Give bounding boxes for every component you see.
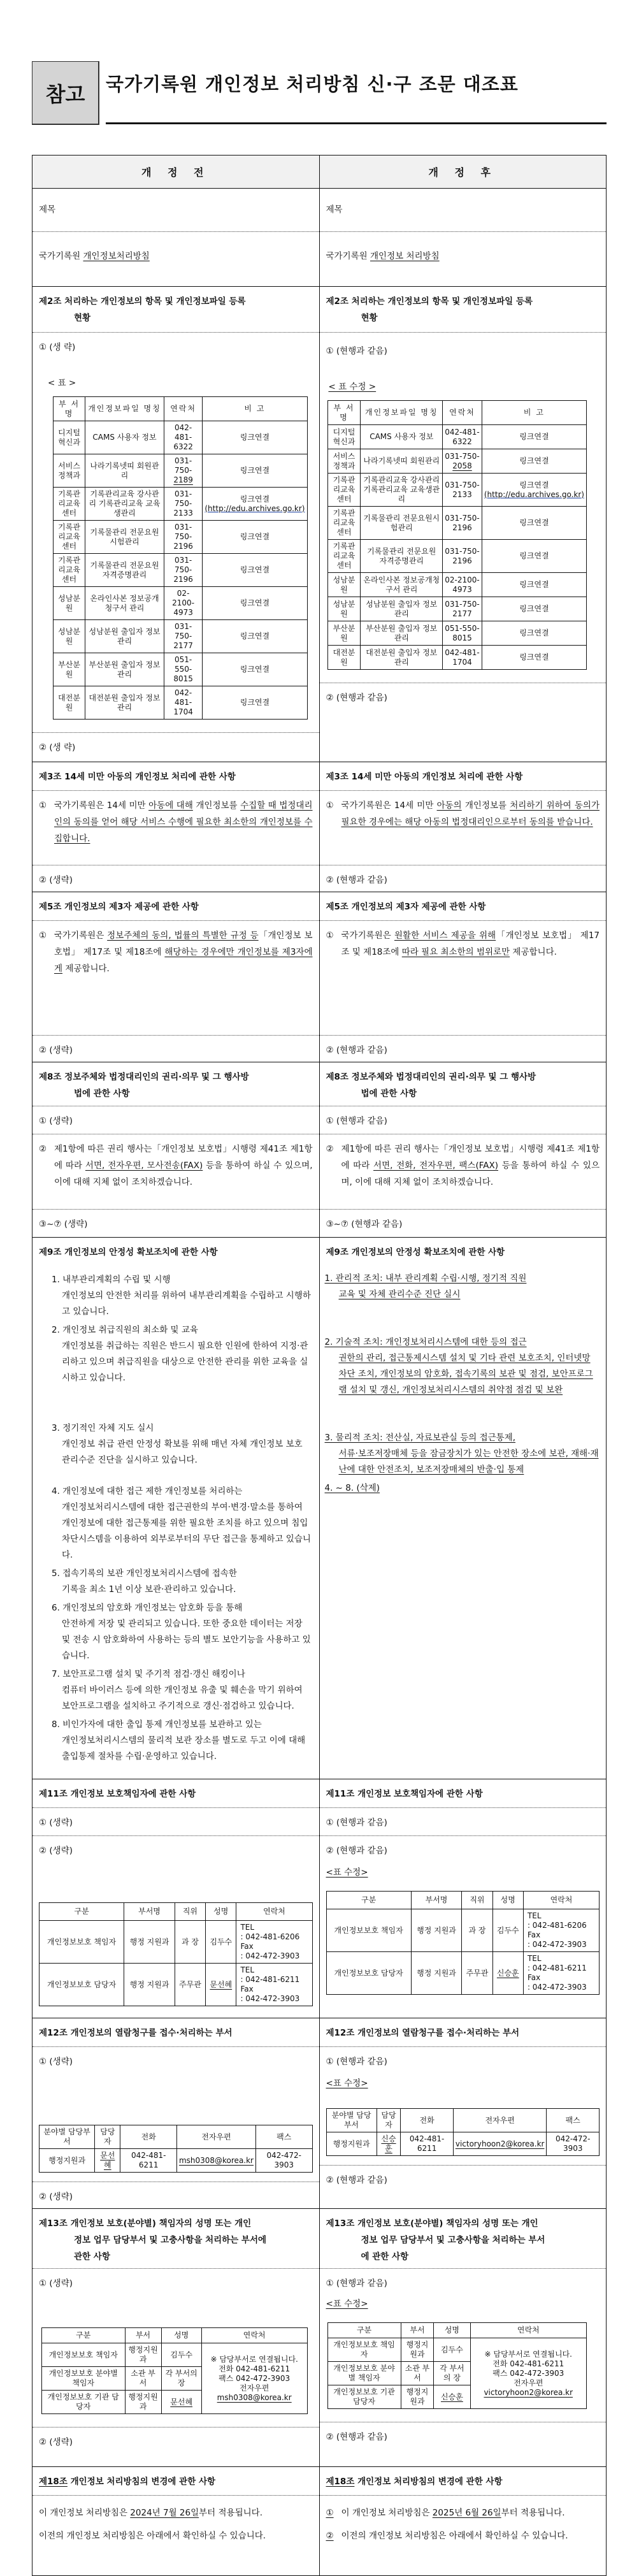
title-label: 제목 (39, 205, 56, 215)
title-after: 국가기록원 개인정보 처리방침 (320, 231, 607, 286)
file-table-before: 부 서 명 개인정보파일 명칭 연락처 비 고 디지털혁신과 CAMS 사용자 정보 042-481-6322 링크연결 서비스정책과 나라기록넷띠 회원관리 031-750-2189 링크연결 기록관리교육센터 기록관리교육 강사관리 기록관리교육 교육생관리 031-750-2133 링크연결 (http://edu.archives.go.kr) 기록관리교육센터 기록물관리 전문요원시험관리 031-750-2196 링크연결 기록관리교육센터 기록물관리 전문요원 자격증명관리 031-750-2196 링크연결 성남분원 온라인사본 정보공개청구서 관리 02-2100-4973 링크연결 성남분원 성남분원 출입자 정보관리 031-750-2177 링크연결 부산분원 부산분원 출입자 정보관리 051-550-8015 링크연결 대전분원 대전분원 출입자 정보관리 042-481-1704 링크연결 (53, 396, 308, 720)
article-12-para-2-after: ② (현행과 같음) (320, 2165, 607, 2192)
article-12-para-1-before: ① (생략) 분야별 담당부서 담당자 전화 전자우편 팩스 행정지원과 문선혜 042-481-6211 msh0308@korea.kr 042-472-3903 (32, 2046, 319, 2182)
article-11-para-1-after: ① (현행과 같음) (320, 1807, 607, 1835)
article-5-para-1-before: ① 국가기록원은 정보주체의 동의, 법률의 특별한 규정 등「개인정보 보호법」 제17조 및 제18조에 해당하는 경우에만 개인정보를 제3자에게 제공합니다. (32, 920, 319, 1035)
reference-badge: 참고 (32, 61, 99, 125)
article-12-para-2-before: ② (생략) (32, 2182, 319, 2208)
row-article-18 (32, 2467, 606, 2575)
link-cell[interactable]: 링크연결 (482, 507, 586, 540)
article-8-para-1-before: ① (생략) (32, 1106, 319, 1134)
link-cell[interactable]: 링크연결 (482, 540, 586, 573)
article-11-para-2-before: ② (생략) 구분 부서명 직위 성명 연락처 개인정보보호 책임자 행정 지원과 과 장 김두수 TEL : 042-481-6206 Fax : 042-472-3903 개인정보보호 담당자 행정 지원과 주무관 문선혜 TEL : 042-481-6211 Fax : 042-472-3903 (32, 1835, 319, 2018)
article-5-para-2-before: ② (생략) (32, 1035, 319, 1062)
email-link[interactable]: msh0308@korea.kr (176, 2149, 255, 2173)
comparison-table (32, 155, 607, 2576)
article-8-para-2-before: ② 제1항에 따른 권리 행사는「개인정보 보호법」시행령 제41조 제1항에 따라 서면, 전자우편, 모사전송(FAX) 등을 통하여 하실 수 있으며, 이에 대해 지체 없이 조치하겠습니다. (32, 1134, 319, 1209)
article-2-para-2-after: ② (현행과 같음) (320, 683, 607, 712)
article-2-para-2-before: ② (생 략) (32, 732, 319, 762)
email-link[interactable]: victoryhoon2@korea.kr (453, 2132, 547, 2156)
article-8-title: 제8조 정보주체와 법정대리인의 권리·의무 및 그 행사방 법에 관한 사항 (326, 1072, 536, 1099)
article-3-para-1-after: ① 국가기록원은 14세 미만 아동의 개인정보를 처리하기 위하여 동의가 필요한 경우에는 해당 아동의 법정대리인으로부터 동의를 받습니다. (320, 790, 607, 865)
article-11-para-1-before: ① (생략) (32, 1807, 319, 1835)
article-11-title: 제11조 개인정보 보호책임자에 관한 사항 (39, 1789, 196, 1799)
article-5-para-1-after: ① 국가기록원은 원활한 서비스 제공을 위해「개인정보 보호법」 제17조 및 제18조에 따라 필요 최소한의 범위로만 제공합니다. (320, 920, 607, 1035)
comparison-header (32, 156, 606, 189)
link-cell[interactable]: 링크연결 (http://edu.archives.go.kr) (482, 474, 586, 507)
article-13-para-2-before: ② (생략) (32, 2427, 319, 2466)
article-3-para-1-before: ① 국가기록원은 14세 미만 아동에 대해 개인정보를 수집할 때 법정대리인의 동의를 얻어 해당 서비스 수행에 필요한 최소한의 개인정보를 수집합니다. (32, 790, 319, 865)
article-5-title: 제5조 개인정보의 제3자 제공에 관한 사항 (39, 902, 199, 912)
link-cell[interactable]: 링크연결 (203, 521, 307, 554)
row-title (32, 189, 606, 287)
article-18-body-before: 이 개인정보 처리방침은 2024년 7월 26일부터 적용됩니다. 이전의 개인정보 처리방침은 아래에서 확인하실 수 있습니다. (32, 2495, 319, 2575)
link-cell[interactable]: 링크연결 (203, 686, 307, 720)
edu-archives-link[interactable]: (http://edu.archives.go.kr) (205, 503, 305, 513)
title-before: 국가기록원 개인정보처리방침 (32, 231, 319, 286)
column-after: 개 정 후 (428, 166, 497, 178)
article-13-para-1-after: ① (현행과 같음) <표 수정> 구분 부서 성명 연락처 개인정보보호 책임자 행정지원과 김두수 ※ 담당부서로 연결됩니다. 전화 042-481-6211 팩스 042-472-3903 전자우편 victoryhoon2@korea.kr 개인정보보호 분야별 책임자 소관 부서 각 부서의 장 개인정보보호 기관 담당자 행정지원과 신승훈 (320, 2268, 607, 2422)
article-18-title: 제18조 개인정보 처리방침의 변경에 관한 사항 (39, 2477, 216, 2487)
article-9-title: 제9조 개인정보의 안정성 확보조치에 관한 사항 (326, 1247, 505, 1257)
email-link[interactable]: msh0308@korea.kr (217, 2392, 292, 2402)
article-3-para-2-before: ② (생략) (32, 865, 319, 892)
email-link[interactable]: victoryhoon2@korea.kr (484, 2387, 573, 2397)
article-3-title: 제3조 14세 미만 아동의 개인정보 처리에 관한 사항 (326, 772, 523, 782)
article-3-title: 제3조 14세 미만 아동의 개인정보 처리에 관한 사항 (39, 772, 236, 782)
link-cell[interactable]: 링크연결 (482, 573, 586, 597)
link-cell[interactable]: 링크연결 (203, 620, 307, 653)
row-article-12 (32, 2018, 606, 2209)
officer-table-before: 구분 부서명 직위 성명 연락처 개인정보보호 책임자 행정 지원과 과 장 김두수 TEL : 042-481-6206 Fax : 042-472-3903 개인정보보호 담당자 행정 지원과 주무관 문선혜 TEL : 042-481-6211 Fax : 042-472-3903 (39, 1902, 313, 2006)
link-cell[interactable]: 링크연결 (203, 653, 307, 686)
article-8-para-1-after: ① (현행과 같음) (320, 1106, 607, 1134)
row-article-3 (32, 762, 606, 892)
article-8-title: 제8조 정보주체와 법정대리인의 권리·의무 및 그 행사방 법에 관한 사항 (39, 1072, 249, 1099)
article-3-para-2-after: ② (현행과 같음) (320, 865, 607, 892)
article-2-title: 제2조 처리하는 개인정보의 항목 및 개인정보파일 등록 현황 (39, 296, 246, 323)
link-cell[interactable]: 링크연결 (482, 621, 586, 646)
article-9-title: 제9조 개인정보의 안정성 확보조치에 관한 사항 (39, 1247, 218, 1257)
article-8-para-3-before: ③~⑦ (생략) (32, 1209, 319, 1237)
link-cell[interactable]: 링크연결 (482, 597, 586, 621)
grievance-table-before: 구분 부서 성명 연락처 개인정보보호 책임자 행정지원과 김두수 ※ 담당부서로 연결됩니다. 전화 042-481-6211 팩스 042-472-3903 전자우편 msh0308@korea.kr 개인정보보호 분야별 책임자 소관 부서 각 부서의 장 개인정보보호 기관 담당자 행정지원과 문선혜 (41, 2327, 308, 2414)
row-article-9 (32, 1238, 606, 1779)
article-12-para-1-after: ① (현행과 같음) <표 수정> 분야별 담당부서 담당자 전화 전자우편 팩스 행정지원과 신승훈 042-481-6211 victoryhoon2@korea.kr 042-472-3903 (320, 2046, 607, 2165)
article-13-para-2-after: ② (현행과 같음) (320, 2422, 607, 2461)
link-cell[interactable]: 링크연결 (http://edu.archives.go.kr) (203, 488, 307, 521)
article-2-para-1-after: ① (현행과 같음) < 표 수정 > 부 서 명 개인정보파일 명칭 연락처 비 고 디지털혁신과 CAMS 사용자 정보 042-481-6322 링크연결 서비스정책과 나라기록넷띠 회원관리 031-750-2058 링크연결 기록관리교육센터 기록관리교육 강사관리 기록관리교육 교육생관리 031-750-2133 링크연결 (http://edu.archives.go.kr) 기록관리교육센터 기록물관리 전문요원시험관리 031-750-2196 링크연결 기록관리교육센터 기록물관리 전문요원 자격증명관리 031-750-2196 링크연결 성남분원 온라인사본 정보공개청구서 관리 02-2100-4973 링크연결 성남분원 성남분원 출입자 정보관리 031-750-2177 링크연결 부산분원 부산분원 출입자 정보관리 051-550-8015 링크연결 대전분원 대전분원 출입자 정보관리 042-481-1704 링크연결 (320, 332, 607, 683)
access-table-before: 분야별 담당부서 담당자 전화 전자우편 팩스 행정지원과 문선혜 042-481-6211 msh0308@korea.kr 042-472-3903 (39, 2125, 313, 2173)
article-8-para-3-after: ③~⑦ (현행과 같음) (320, 1209, 607, 1237)
article-2-para-1-before: ① (생 략) < 표 > 부 서 명 개인정보파일 명칭 연락처 비 고 디지털혁신과 CAMS 사용자 정보 042-481-6322 링크연결 서비스정책과 나라기록넷띠 회원관리 031-750-2189 링크연결 기록관리교육센터 기록관리교육 강사관리 기록관리교육 교육생관리 031-750-2133 링크연결 (http://edu.archives.go.kr) 기록관리교육센터 기록물관리 전문요원시험관리 031-750-2196 링크연결 기록관리교육센터 기록물관리 전문요원 자격증명관리 031-750-2196 링크연결 성남분원 온라인사본 정보공개청구서 관리 02-2100-4973 링크연결 성남분원 성남분원 출입자 정보관리 031-750-2177 링크연결 부산분원 부산분원 출입자 정보관리 051-550-8015 링크연결 대전분원 대전분원 출입자 정보관리 042-481-1704 링크연결 (32, 332, 319, 732)
row-article-2 (32, 287, 606, 762)
edu-archives-link[interactable]: (http://edu.archives.go.kr) (484, 489, 584, 499)
article-13-title: 제13조 개인정보 보호(분야별) 책임자의 성명 또는 개인 정보 업무 담당부서 및 고충사항을 처리하는 부서에 관한 사항 (39, 2218, 267, 2262)
document-header (32, 61, 607, 125)
article-12-title: 제12조 개인정보의 열람청구를 접수·처리하는 부서 (39, 2028, 233, 2038)
article-11-title: 제11조 개인정보 보호책임자에 관한 사항 (326, 1789, 483, 1799)
article-9-list-before: 1. 내부관리계획의 수립 및 시행 개인정보의 안전한 처리를 위하여 내부관리계획을 수립하고 시행하고 있습니다. 2. 개인정보 취급직원의 최소화 및 교육 개인정보를 취급하는 직원은 반드시 필요한 인원에 한하여 지정·관리하고 있으며 취급직원을 대상으로 안전한 관리를 위한 교육을 실시하고 있습니다. 3. 정기적인 자체 지도 실시 개인정보 취급 관련 안정성 확보를 위해 매년 자체 개인정보 보호 관리수준 진단을 실시하고 있습니다. 4. 개인정보에 대한 접근 제한 개인정보를 처리하는 개인정보처리시스템에 대한 접근권한의 부여·변경·말소를 통하여 개인정보에 대한 접근통제를 위한 필요한 조치를 하고 있으며 침입차단시스템을 이용하여 외부로부터의 무단 접근을 통제하고 있습니다. 5. 접속기록의 보관 개인정보처리시스템에 접속한 기록을 최소 1년 이상 보관·관리하고 있습니다. 6. 개인정보의 암호화 개인정보는 암호화 등을 통해 안전하게 저장 및 관리되고 있습니다. 또한 중요한 데이터는 저장 및 전송 시 암호화하여 사용하는 등의 별도 보안기능을 사용하고 있습니다. 7. 보안프로그램 설치 및 주기적 점검·갱신 해킹이나 컴퓨터 바이러스 등에 의한 개인정보 유출 및 훼손을 막기 위하여 보안프로그램을 설치하고 주기적으로 갱신·점검하고 있습니다. 8. 비인가자에 대한 출입 통제 개인정보를 보관하고 있는 개인정보처리시스템의 물리적 보관 장소를 별도로 두고 이에 대해 출입통제 절차를 수립·운영하고 있습니다. (52, 1275, 311, 1762)
article-12-title: 제12조 개인정보의 열람청구를 접수·처리하는 부서 (326, 2028, 520, 2038)
title-label: 제목 (326, 205, 343, 215)
link-cell[interactable]: 링크연결 (482, 449, 586, 474)
article-18-body-after: ① 이 개인정보 처리방침은 2025년 6월 26일부터 적용됩니다. ② 이전의 개인정보 처리방침은 아래에서 확인하실 수 있습니다. (320, 2495, 607, 2575)
link-cell[interactable]: 링크연결 (203, 454, 307, 488)
link-cell[interactable]: 링크연결 (203, 587, 307, 620)
officer-table-after: 구분 부서명 직위 성명 연락처 개인정보보호 책임자 행정 지원과 과 장 김두수 TEL : 042-481-6206 Fax : 042-472-3903 개인정보보호 담당자 행정 지원과 주무관 신승훈 TEL : 042-481-6211 Fax : 042-472-3903 (326, 1891, 600, 1995)
link-cell[interactable]: 링크연결 (482, 646, 586, 670)
row-article-8 (32, 1062, 606, 1238)
row-article-5 (32, 892, 606, 1062)
link-cell[interactable]: 링크연결 (203, 421, 307, 454)
article-5-title: 제5조 개인정보의 제3자 제공에 관한 사항 (326, 902, 486, 912)
article-11-para-2-after: ② (현행과 같음) <표 수정> 구분 부서명 직위 성명 연락처 개인정보보호 책임자 행정 지원과 과 장 김두수 TEL : 042-481-6206 Fax : 042-472-3903 개인정보보호 담당자 행정 지원과 주무관 신승훈 TEL : 042-481-6211 Fax : 042-472-3903 (320, 1835, 607, 2006)
row-article-13 (32, 2209, 606, 2467)
article-13-para-1-before: ① (생략) 구분 부서 성명 연락처 개인정보보호 책임자 행정지원과 김두수 ※ 담당부서로 연결됩니다. 전화 042-481-6211 팩스 042-472-3903 전자우편 msh0308@korea.kr 개인정보보호 분야별 책임자 소관 부서 각 부서의 장 개인정보보호 기관 담당자 행정지원과 문선혜 (32, 2268, 319, 2427)
article-13-title: 제13조 개인정보 보호(분야별) 책임자의 성명 또는 개인 정보 업무 담당부서 및 고충사항을 처리하는 부서 에 관한 사항 (326, 2218, 545, 2262)
article-5-para-2-after: ② (현행과 같음) (320, 1035, 607, 1062)
page-title: 국가기록원 개인정보 처리방침 신·구 조문 대조표 (106, 73, 519, 95)
access-table-after: 분야별 담당부서 담당자 전화 전자우편 팩스 행정지원과 신승훈 042-481-6211 victoryhoon2@korea.kr 042-472-3903 (326, 2108, 600, 2156)
article-8-para-2-after: ② 제1항에 따른 권리 행사는「개인정보 보호법」시행령 제41조 제1항에 따라 서면, 전화, 전자우편, 팩스(FAX) 등을 통하여 하실 수 있으며, 이에 대해 지체 없이 조치하겠습니다. (320, 1134, 607, 1209)
link-cell[interactable]: 링크연결 (482, 425, 586, 449)
column-before: 개 정 전 (32, 156, 320, 188)
row-article-11 (32, 1779, 606, 2018)
title-underline (106, 122, 607, 124)
link-cell[interactable]: 링크연결 (203, 554, 307, 587)
file-table-after: 부 서 명 개인정보파일 명칭 연락처 비 고 디지털혁신과 CAMS 사용자 정보 042-481-6322 링크연결 서비스정책과 나라기록넷띠 회원관리 031-750-2058 링크연결 기록관리교육센터 기록관리교육 강사관리 기록관리교육 교육생관리 031-750-2133 링크연결 (http://edu.archives.go.kr) 기록관리교육센터 기록물관리 전문요원시험관리 031-750-2196 링크연결 기록관리교육센터 기록물관리 전문요원 자격증명관리 031-750-2196 링크연결 성남분원 온라인사본 정보공개청구서 관리 02-2100-4973 링크연결 성남분원 성남분원 출입자 정보관리 031-750-2177 링크연결 부산분원 부산분원 출입자 정보관리 051-550-8015 링크연결 대전분원 대전분원 출입자 정보관리 042-481-1704 링크연결 (327, 400, 587, 670)
article-2-title: 제2조 처리하는 개인정보의 항목 및 개인정보파일 등록 현황 (326, 296, 533, 323)
grievance-table-after: 구분 부서 성명 연락처 개인정보보호 책임자 행정지원과 김두수 ※ 담당부서로 연결됩니다. 전화 042-481-6211 팩스 042-472-3903 전자우편 victoryhoon2@korea.kr 개인정보보호 분야별 책임자 소관 부서 각 부서의 장 개인정보보호 기관 담당자 행정지원과 신승훈 (327, 2322, 587, 2409)
article-9-list-after: 1. 관리적 조치: 내부 관리계획 수립·시행, 정기적 직원 교육 및 자체 관리수준 진단 실시 2. 기술적 조치: 개인정보처리시스템에 대한 등의 접근 권한의 관리, 접근통제시스템 설치 및 기타 관련 보호조치, 인터넷망 차단 조치, 개인정보의 암호화, 접속기록의 보관 및 점검, 보안프로그램 설치 및 갱신, 개인정보처리시스템의 취약점 점검 및 보완 3. 물리적 조치: 전산실, 자료보관실 등의 접근통제, 서류·보조저장매체 등을 잠금장치가 있는 안전한 장소에 보관, 재해·재난에 대한 안전조치, 보조저장매체의 반출·입 통제 4. ~ 8. (삭제) (324, 1273, 599, 1493)
article-18-title: 제18조 개인정보 처리방침의 변경에 관한 사항 (326, 2477, 503, 2487)
